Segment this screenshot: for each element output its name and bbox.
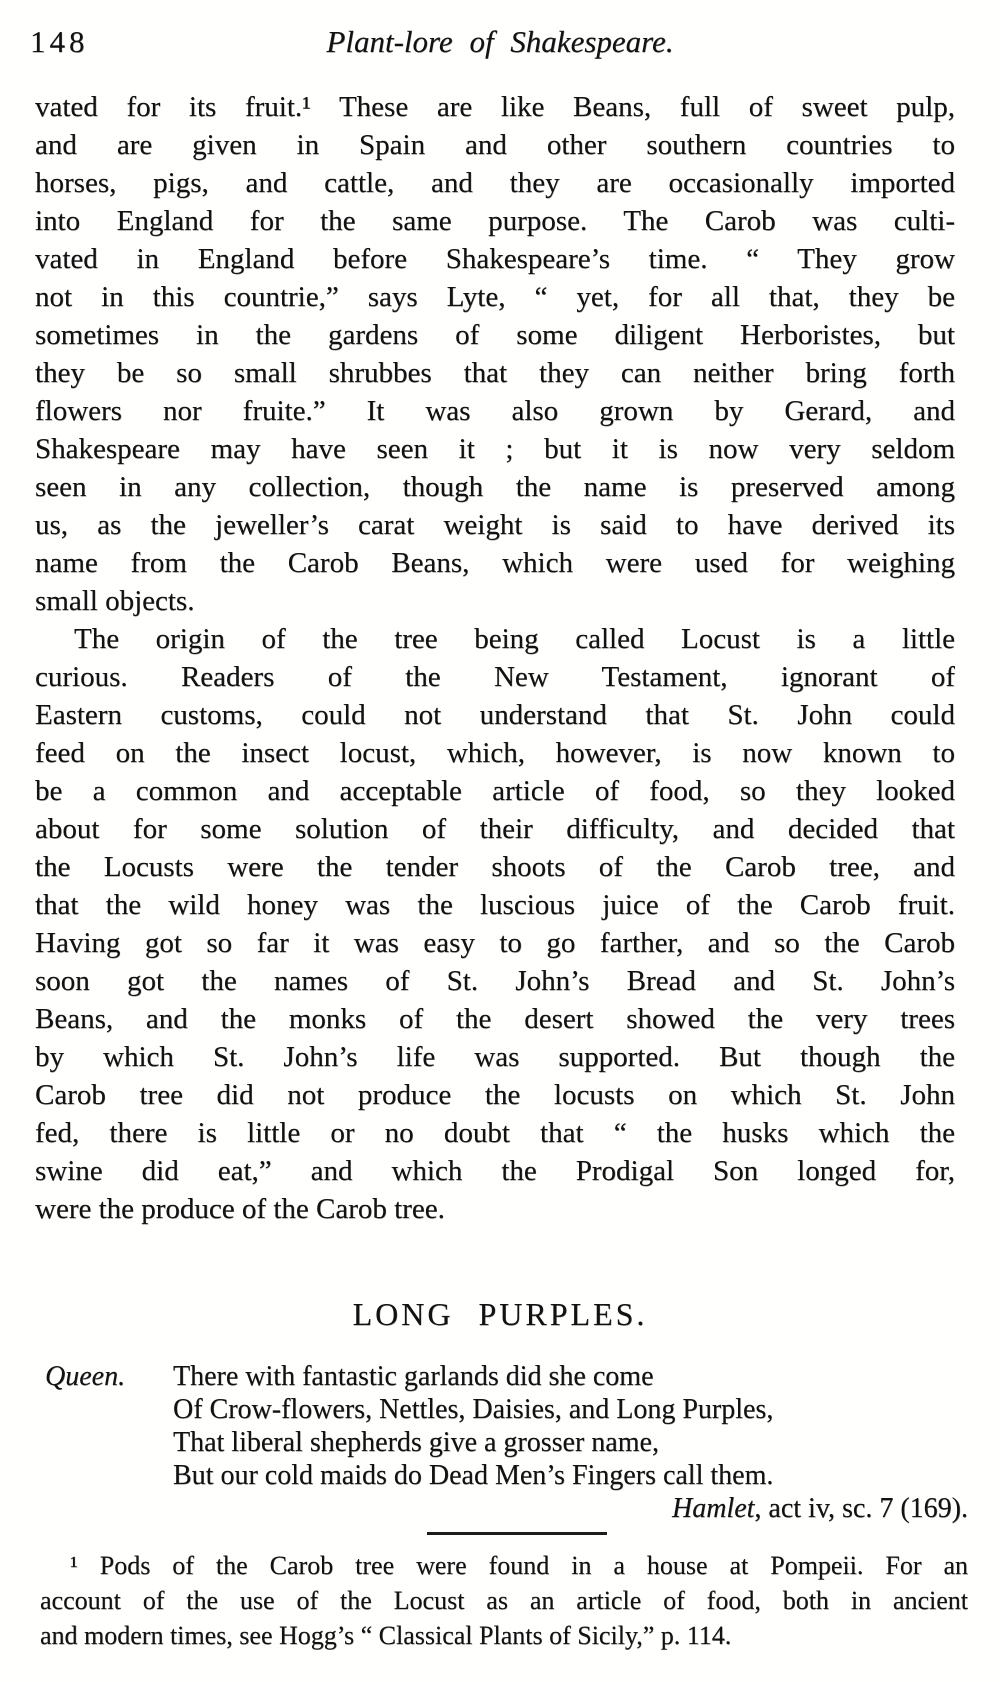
text-line: There with fantastic garlands did she come: [173, 1361, 654, 1392]
paragraph-carob-continued: [35, 88, 955, 620]
text-line: Having got so far it was easy to go farther, and so the Carob: [35, 927, 955, 959]
text-line: flowers nor fruite.” It was also grown by Gerard, and: [35, 395, 955, 427]
text-line: Of Crow-flowers, Nettles, Daisies, and Long Purples,: [173, 1394, 774, 1425]
attribution-detail: , act iv, sc. 7 (169).: [754, 1493, 968, 1524]
text-line: Beans, and the monks of the desert showed the very trees: [35, 1003, 955, 1035]
text-line: be a common and acceptable article of food, so they looked: [35, 775, 955, 807]
quote-attribution: [35, 1492, 968, 1525]
text-line: Shakespeare may have seen it ; but it is now very seldom: [35, 433, 955, 465]
text-line: by which St. John’s life was supported. But though the: [35, 1041, 955, 1073]
text-line: were the produce of the Carob tree.: [35, 1193, 445, 1225]
text-line: into England for the same purpose. The Carob was culti-: [35, 205, 955, 237]
text-line: about for some solution of their difficulty, and decided that: [35, 813, 955, 845]
text-line: vated in England before Shakespeare’s time. “ They grow: [35, 243, 955, 275]
text-line: us, as the jeweller’s carat weight is said to have derived its: [35, 509, 955, 541]
page-number: 148: [30, 24, 89, 59]
footnote-divider-rule: [427, 1532, 607, 1535]
text-line: fed, there is little or no doubt that “ the husks which the: [35, 1117, 955, 1149]
text-line: and are given in Spain and other southern countries to: [35, 129, 955, 161]
text-line: they be so small shrubbes that they can neither bring forth: [35, 357, 955, 389]
running-title: Plant-lore of Shakespeare.: [326, 24, 674, 59]
attribution-work-title: Hamlet: [671, 1493, 755, 1524]
text-line: account of the use of the Locust as an article of food, both in ancient: [40, 1586, 968, 1615]
text-line: Carob tree did not produce the locusts on which St. John: [35, 1079, 955, 1111]
text-line: seen in any collection, though the name is preserved among: [35, 471, 955, 503]
text-line: feed on the insect locust, which, however, is now known to: [35, 737, 955, 769]
text-line: But our cold maids do Dead Men’s Fingers call them.: [173, 1460, 774, 1491]
text-line: curious. Readers of the New Testament, ignorant of: [35, 661, 955, 693]
text-line: ¹ Pods of the Carob tree were found in a house at Pompeii. For an: [70, 1551, 968, 1580]
text-line: the Locusts were the tender shoots of the Carob tree, and: [35, 851, 955, 883]
section-heading-long-purples: LONG PURPLES.: [352, 1296, 648, 1332]
text-line: The origin of the tree being called Locust is a little: [74, 623, 955, 655]
paragraph-locust-origin: [35, 620, 955, 1228]
verse-quote: [35, 1360, 968, 1525]
text-line: not in this countrie,” says Lyte, “ yet, for all that, they be: [35, 281, 955, 313]
text-line: sometimes in the gardens of some diligent Herboristes, but: [35, 319, 955, 351]
text-line: and modern times, see Hogg’s “ Classical Plants of Sicily,” p. 114.: [40, 1621, 732, 1650]
text-line: That liberal shepherds give a grosser name,: [173, 1427, 659, 1458]
text-line: horses, pigs, and cattle, and they are occasionally imported: [35, 167, 955, 199]
text-line: swine did eat,” and which the Prodigal Son longed for,: [35, 1155, 955, 1187]
text-line: Eastern customs, could not understand that St. John could: [35, 699, 955, 731]
quote-lines: [35, 1360, 955, 1492]
text-line: name from the Carob Beans, which were used for weighing: [35, 547, 955, 579]
footnote: [40, 1548, 968, 1653]
text-line: soon got the names of St. John’s Bread and St. John’s: [35, 965, 955, 997]
quote-speaker: Queen.: [45, 1361, 126, 1392]
body-text: [35, 88, 955, 1228]
text-line: that the wild honey was the luscious juice of the Carob fruit.: [35, 889, 955, 921]
text-line: small objects.: [35, 585, 195, 617]
text-line: vated for its fruit.¹ These are like Beans, full of sweet pulp,: [35, 91, 955, 123]
